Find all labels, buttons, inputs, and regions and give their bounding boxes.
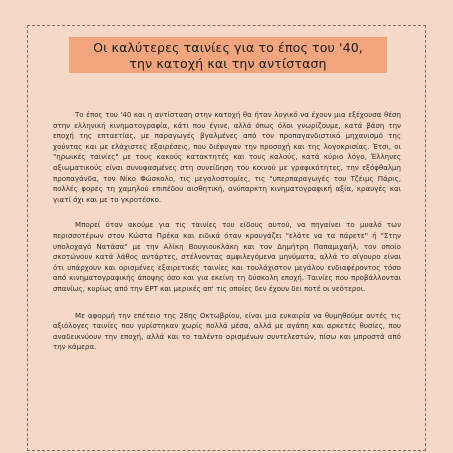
paragraph-1: Το έπος του '40 και η αντίσταση στην κατοχή θα ήταν λογικό να έχουν μια εξέχουσα θέση στην ελληνική κινηματογραφία, κάτι που έγινε, αλλά όπως όλοι γνωρίζουμε, κατά βάση την εποχή της επταετίας, με παραγωγές βγαλμένες από τον προπαγανδιστικό μηχανισμό της χούντας και με ελάχιστες εξαιρέσεις, που διέφυγαν την προσοχή και της λογοκρισίας. Έτσι, οι "ηρωικές ταινίες" με τους κακούς κατακτητές και τους καλούς, κατά κύριο λόγο, Έλληνες αξιωματικούς είναι συνυφασμένες στη συνείδηση του κοινού με γραφικότητες, την εξόφθαλμη προπαγάνδα, τον Νίκο Φώσκολο, τις μεγαλοστομίες, τις "υπερπαραγωγές του Τζέιμς Πάρις, πολλές φορές τη χαμηλού επιπέδου αισθητική, ανύπαρκτη κινηματογραφική αξία, κραυγές και γιατί όχι και με το γκροτέσκο. bbox=[53, 110, 401, 204]
article-body bbox=[53, 110, 401, 353]
title-line-1: Οι καλύτερες ταινίες για το έπος του '40, bbox=[93, 40, 363, 55]
paragraph-3: Με αφορμή την επέτειο της 28ης Οκτωβρίου, είναι μια ευκαιρία να θυμηθούμε αυτές τις αξιόλογες ταινίες που γυρίστηκαν χωρίς πολλά μέσα, αλλά με αγάπη και αρκετές θυσίες, που αναδεικνύουν την εποχή, αλλά και το ταλέντο ορισμένων συντελεστών, πίσω και μπροστά από την κάμερα. bbox=[53, 310, 401, 352]
page-title bbox=[69, 37, 387, 73]
paragraph-2: Μπορεί όταν ακούμε για τις ταινίες του είδους αυτού, να πηγαίνει το μυαλό των περισσοτέρων στον Κώστα Πρέκα και ειδικά όταν κραυγάζει "ελάτε να τα πάρετε" ή "Στην υπολοχαγό Νατάσα" με την Αλίκη Βουγιουκλάκη και τον Δημήτρη Παπαμιχαήλ, τον οποίο σκοτώνουν κατά λάθος αντάρτες, στέλνοντας αμφιλεγόμενα μηνύματα, αλλά το σίγουρο είναι ότι υπάρχουν και ορισμένες εξαιρετικές ταινίες και τουλάχιστον μεγάλου ενδιαφέροντος τόσο από κινηματογραφικής άποψης όσο και για εκείνη τη δύσκολη εποχή. Ταινίες που προβάλλονται σπανίως, κυρίως από την ΕΡΤ και μερικές απ' τις οποίες δεν έχουν δει ποτέ οι νεότεροι. bbox=[53, 220, 401, 293]
title-line-2: την κατοχή και την αντίσταση bbox=[129, 56, 327, 71]
